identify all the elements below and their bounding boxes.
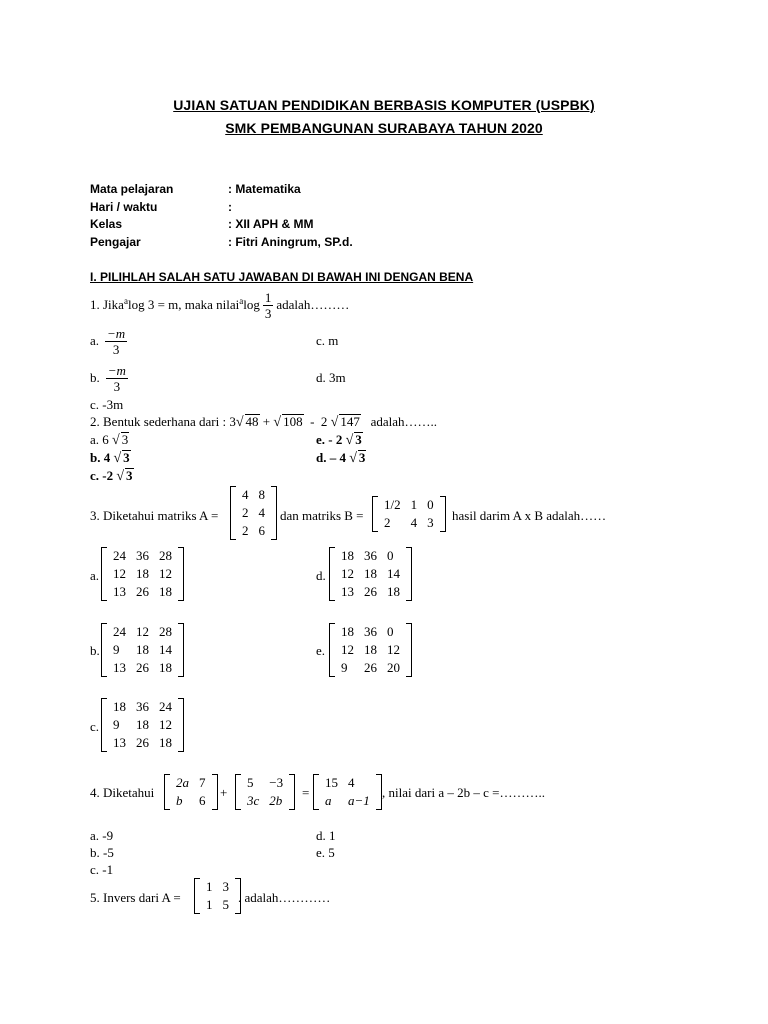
matrix-row	[171, 792, 211, 810]
matrix-row	[108, 659, 177, 677]
sqrt-icon: √	[349, 451, 357, 466]
matrix-cell: 18	[341, 548, 354, 563]
fraction	[105, 326, 127, 357]
matrix-option-b	[101, 623, 184, 677]
option-4d: d. 1	[316, 828, 336, 843]
matrix-option-a	[101, 547, 184, 601]
matrix-row	[201, 878, 234, 896]
matrix-row	[237, 504, 270, 522]
matrix-cell: 18	[113, 699, 126, 714]
option-2d	[316, 450, 366, 467]
matrix-cell: 36	[364, 548, 377, 563]
radicand: 3	[358, 450, 366, 465]
q2-suffix: adalah……..	[360, 414, 438, 429]
q2-plus: +	[259, 414, 274, 429]
question-4-suffix: , nilai dari a – 2b – c =………..	[382, 785, 545, 800]
radicand: 108	[283, 414, 303, 429]
matrix-option-c	[101, 698, 184, 752]
matrix-row	[336, 583, 405, 601]
matrix-cell: 26	[136, 735, 149, 750]
fraction	[106, 363, 128, 394]
matrix-cell: 12	[387, 642, 400, 657]
matrix-row	[201, 896, 234, 914]
matrix-cell: 1	[410, 497, 418, 512]
section-title: I. PILIHLAH SALAH SATU JAWABAN DI BAWAH INI DENGAN BENA	[90, 270, 474, 284]
matrix-cell: 18	[364, 642, 377, 657]
matrix-A	[230, 486, 277, 540]
matrix-cell: 28	[159, 624, 172, 639]
matrix-cell: 0	[427, 497, 434, 512]
matrix-cell: 18	[136, 566, 149, 581]
matrix-row	[336, 641, 405, 659]
matrix-cell: −3	[269, 775, 284, 790]
matrix-option-e	[329, 623, 412, 677]
option-label: d.	[316, 568, 326, 583]
matrix-cell: 13	[113, 584, 126, 599]
matrix-cell: 2	[242, 505, 249, 520]
info-label: Mata pelajaran	[90, 182, 174, 196]
question-3-prefix: 3. Diketahui matriks A =	[90, 508, 219, 523]
matrix-row	[336, 623, 405, 641]
frac-den: 3	[113, 378, 121, 394]
option-label: b.	[90, 370, 100, 385]
matrix-cell: 0	[387, 548, 394, 563]
option-4b: b. -5	[90, 845, 114, 860]
matrix-row	[108, 547, 177, 565]
matrix-cell: 15	[325, 775, 338, 790]
matrix-cell: 9	[341, 660, 348, 675]
matrix-cell: 18	[136, 642, 149, 657]
matrix-cell: b	[176, 793, 183, 808]
matrix-row	[336, 659, 405, 677]
sqrt-icon: √	[112, 433, 120, 448]
school-title: SMK PEMBANGUNAN SURABAYA TAHUN 2020	[225, 120, 543, 136]
matrix-cell: 36	[136, 548, 149, 563]
matrix-cell: 9	[113, 717, 120, 732]
matrix-option-d	[329, 547, 412, 601]
matrix-row	[237, 486, 270, 504]
option-1a	[90, 324, 127, 358]
radicand: 3	[121, 432, 129, 447]
option-2b	[90, 450, 131, 467]
question-2	[90, 414, 437, 431]
matrix-cell: 18	[387, 584, 400, 599]
frac-num: −m	[107, 362, 126, 378]
matrix-row	[108, 698, 177, 716]
option-label: a.	[90, 333, 100, 348]
option-1b	[90, 361, 128, 395]
option-label: a.	[90, 568, 100, 583]
matrix-cell: 24	[159, 699, 172, 714]
option-4a: a. -9	[90, 828, 114, 843]
matrix-cell: 18	[364, 566, 377, 581]
matrix-row	[108, 623, 177, 641]
option-text: d. – 4	[316, 450, 350, 465]
log-text: log	[243, 297, 260, 312]
matrix-row	[108, 565, 177, 583]
matrix-cell: 1/2	[384, 497, 401, 512]
matrix-cell: 1	[206, 897, 213, 912]
option-label: b.	[90, 643, 100, 658]
matrix-M2	[235, 774, 295, 810]
matrix-cell: 2b	[269, 793, 283, 808]
matrix-cell: 18	[159, 584, 172, 599]
exam-title: UJIAN SATUAN PENDIDIKAN BERBASIS KOMPUTER (USPBK)	[173, 97, 595, 113]
matrix-cell: 7	[199, 775, 206, 790]
matrix-cell: 18	[341, 624, 354, 639]
info-label: Hari / waktu	[90, 200, 158, 214]
matrix-cell: 12	[113, 566, 126, 581]
info-value: : Matematika	[228, 182, 301, 196]
matrix-cell: 26	[136, 660, 149, 675]
matrix-cell: 8	[258, 487, 265, 502]
info-value: :	[228, 200, 232, 214]
matrix-row	[171, 774, 211, 792]
matrix-cell: 36	[364, 624, 377, 639]
option-1d: d. 3m	[316, 370, 346, 385]
radicand: 3	[355, 432, 362, 447]
matrix-cell: 18	[159, 660, 172, 675]
info-label: Kelas	[90, 217, 123, 231]
matrix-cell: 4	[242, 487, 249, 502]
matrix-cell: 28	[159, 548, 172, 563]
option-label: c.	[90, 719, 100, 734]
matrix-row	[108, 583, 177, 601]
matrix-row	[336, 565, 405, 583]
matrix-q5	[194, 878, 241, 914]
option-4c: c. -1	[90, 862, 114, 877]
option-text: c. -2	[90, 468, 117, 483]
matrix-cell: 2	[242, 523, 249, 538]
sqrt-icon: √	[235, 415, 244, 430]
info-value: : XII APH & MM	[228, 217, 314, 231]
matrix-cell: 9	[113, 642, 120, 657]
matrix-cell: 0	[387, 624, 394, 639]
question-3-suffix: hasil darim A x B adalah……	[452, 508, 607, 523]
option-2a	[90, 432, 129, 449]
matrix-cell: 24	[113, 548, 126, 563]
q2-prefix: 2. Bentuk sederhana dari : 3	[90, 414, 236, 429]
question-5-prefix: 5. Invers dari A =	[90, 890, 181, 905]
matrix-cell: 20	[387, 660, 400, 675]
frac-num: −m	[107, 325, 126, 341]
sqrt-icon: √	[116, 469, 125, 484]
matrix-cell: 6	[199, 793, 206, 808]
matrix-cell: 12	[159, 717, 172, 732]
option-label: e.	[316, 643, 326, 658]
matrix-cell: a−1	[348, 793, 370, 808]
sqrt-icon: √	[345, 433, 354, 448]
q1-mid: log 3 = m, maka nilai	[127, 297, 240, 312]
radicand: 3	[123, 450, 130, 465]
matrix-M1	[164, 774, 218, 810]
matrix-cell: 5	[222, 897, 229, 912]
option-text: e. - 2	[316, 432, 346, 447]
equals-sign: =	[302, 785, 310, 800]
frac-num: 1	[264, 289, 272, 305]
matrix-cell: 6	[258, 523, 265, 538]
q2-minus: - 2	[303, 414, 331, 429]
matrix-cell: 12	[159, 566, 172, 581]
matrix-cell: 24	[113, 624, 126, 639]
option-2e	[316, 432, 363, 449]
sqrt-icon: √	[273, 415, 282, 430]
matrix-row	[242, 774, 288, 792]
matrix-row	[108, 716, 177, 734]
matrix-cell: 4	[410, 515, 418, 530]
option-text: a. 6	[90, 432, 113, 447]
matrix-cell: 13	[113, 735, 126, 750]
plus-sign: +	[220, 785, 228, 800]
matrix-row	[336, 547, 405, 565]
matrix-B	[372, 496, 446, 532]
radicand: 48	[245, 414, 259, 429]
matrix-cell: 4	[258, 505, 265, 520]
fraction	[263, 290, 274, 321]
frac-den: 3	[264, 305, 272, 321]
matrix-row	[108, 641, 177, 659]
matrix-row	[237, 522, 270, 540]
matrix-M3	[313, 774, 382, 810]
radicand: 147	[340, 414, 360, 429]
matrix-row	[320, 792, 375, 810]
question-5-suffix: . adalah…………	[238, 890, 331, 905]
radicand: 3	[126, 468, 133, 483]
info-value: : Fitri Aningrum, SP.d.	[228, 235, 353, 249]
matrix-cell: 5	[247, 775, 254, 790]
matrix-cell: 12	[136, 624, 149, 639]
option-1c-left: c. -3m	[90, 397, 124, 412]
question-1	[90, 288, 349, 322]
sqrt-icon: √	[330, 415, 339, 430]
matrix-cell: 3	[427, 515, 434, 530]
matrix-cell: 12	[341, 566, 354, 581]
question-4-prefix: 4. Diketahui	[90, 785, 155, 800]
option-2c	[90, 468, 134, 485]
matrix-cell: 14	[387, 566, 400, 581]
log-base: a	[239, 296, 244, 306]
frac-den: 3	[112, 341, 120, 357]
matrix-cell: 2	[384, 515, 391, 530]
matrix-cell: 3	[222, 879, 229, 894]
q1-prefix: 1. Jika	[90, 297, 124, 312]
log-base: a	[123, 296, 128, 306]
matrix-cell: 14	[159, 642, 172, 657]
option-4e: e. 5	[316, 845, 335, 860]
sqrt-icon: √	[113, 451, 122, 466]
matrix-cell: 26	[136, 584, 149, 599]
matrix-cell: 26	[364, 584, 377, 599]
question-3-mid: dan matriks B =	[280, 508, 364, 523]
matrix-cell: 4	[348, 775, 355, 790]
info-label: Pengajar	[90, 235, 141, 249]
option-text: b. 4	[90, 450, 114, 465]
matrix-row	[242, 792, 288, 810]
matrix-cell: a	[325, 793, 332, 808]
matrix-cell: 2a	[176, 775, 189, 790]
matrix-cell: 18	[159, 735, 172, 750]
matrix-cell: 3c	[247, 793, 260, 808]
matrix-row	[320, 774, 375, 792]
option-1c: c. m	[316, 333, 339, 348]
matrix-cell: 13	[341, 584, 354, 599]
matrix-row	[379, 496, 439, 514]
matrix-cell: 1	[206, 879, 213, 894]
matrix-row	[108, 734, 177, 752]
matrix-row	[379, 514, 439, 532]
q1-suffix: adalah………	[276, 297, 350, 312]
matrix-cell: 18	[136, 717, 149, 732]
matrix-cell: 36	[136, 699, 149, 714]
matrix-cell: 13	[113, 660, 126, 675]
matrix-cell: 12	[341, 642, 354, 657]
matrix-cell: 26	[364, 660, 377, 675]
